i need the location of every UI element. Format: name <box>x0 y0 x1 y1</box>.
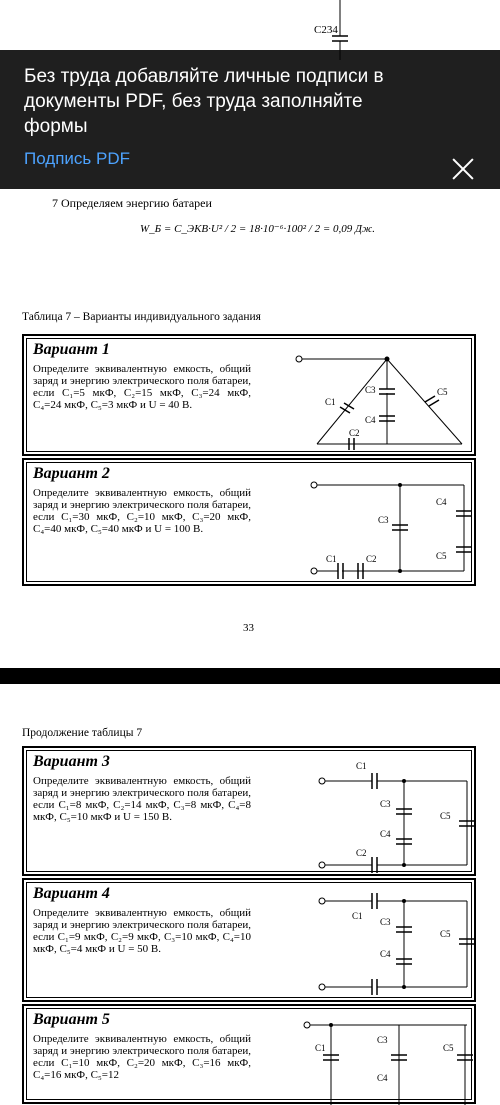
variant-2-label-2: C5 <box>436 551 447 561</box>
variant-5-label-3: C4 <box>377 1073 388 1083</box>
variant-1-box <box>22 334 476 456</box>
variant-2-label-1: C3 <box>378 515 389 525</box>
page-separator <box>0 668 500 684</box>
variant-4-inner <box>26 882 472 998</box>
variant-1-label-0: C1 <box>325 397 336 407</box>
variant-1-title: Вариант 1 <box>33 341 110 358</box>
close-icon[interactable] <box>448 154 478 184</box>
variant-4-circuit <box>312 889 477 1001</box>
variant-3-label-3: C4 <box>380 829 391 839</box>
variant-2-box <box>22 458 476 586</box>
variant-3-label-2: C5 <box>440 811 451 821</box>
variant-5-label-0: C1 <box>315 1043 326 1053</box>
variant-3-box <box>22 746 476 876</box>
variant-1-label-4: C2 <box>349 428 360 438</box>
variant-3-label-0: C1 <box>356 761 367 771</box>
variant-4-label-2: C5 <box>440 929 451 939</box>
document-page-34 <box>0 684 500 1083</box>
variant-1-inner <box>26 338 472 452</box>
variant-3-label-1: C3 <box>380 799 391 809</box>
variant-3-circuit <box>312 757 477 875</box>
variant-4-title: Вариант 4 <box>33 885 110 902</box>
table-caption: Таблица 7 – Варианты индивидуального задания <box>22 311 261 323</box>
variant-4-label-1: C3 <box>380 917 391 927</box>
variant-4-text: Определите эквивалентную емкость, общий заряд и энергию электрического поля батареи, если C₁=9 мкФ, C₂=9 мкФ, C₃=10 мкФ, C₄=10 мкФ, C₅=4 мкФ и U = 50 В. <box>33 907 251 955</box>
variant-3-text: Определите эквивалентную емкость, общий заряд и энергию электрического поля батареи, если C₁=8 мкФ, C₂=14 мкФ, C₃=8 мкФ, C₄=8 мкФ, C₅=10 мкФ и U = 150 В. <box>33 775 251 823</box>
page-number: 33 <box>243 622 254 634</box>
pdf-promo-banner <box>0 50 500 189</box>
variant-5-label-1: C3 <box>377 1035 388 1045</box>
variant-1-label-2: C5 <box>437 387 448 397</box>
variant-3-title: Вариант 3 <box>33 753 110 770</box>
variant-1-circuit <box>287 349 477 454</box>
variant-5-inner <box>26 1008 472 1100</box>
variant-5-text: Определите эквивалентную емкость, общий заряд и энергию электрического поля батареи, если C₁=10 мкФ, C₂=20 мкФ, C₃=16 мкФ, C₄=16 мкФ, C₅=12 <box>33 1033 251 1081</box>
variant-2-inner <box>26 462 472 582</box>
sign-pdf-link[interactable]: Подпись PDF <box>24 149 131 168</box>
variant-5-circuit <box>297 1015 477 1105</box>
variant-1-text: Определите эквивалентную емкость, общий заряд и энергию электрического поля батареи, если C₁=5 мкФ, C₂=15 мкФ, C₃=24 мкФ, C₄=24 мкФ, C₅=3 мкФ и U = 40 В. <box>33 363 251 411</box>
variant-4-box <box>22 878 476 1002</box>
variant-5-box <box>22 1004 476 1104</box>
step-title: 7 Определяем энергию батареи <box>52 196 212 210</box>
energy-formula: W_Б = C_ЭКВ·U² / 2 = 18·10⁻⁶·100² / 2 = 0,09 Дж. <box>140 223 375 235</box>
banner-message: Без труда добавляйте личные подписи в документы PDF, без труда заполняйте формы <box>24 66 384 137</box>
variant-1-label-1: C3 <box>365 385 376 395</box>
variant-5-title: Вариант 5 <box>33 1011 110 1028</box>
variant-3-label-4: C2 <box>356 848 367 858</box>
variant-1-label-3: C4 <box>365 415 376 425</box>
variant-5-label-2: C5 <box>443 1043 454 1053</box>
variant-4-label-3: C4 <box>380 949 391 959</box>
variant-3-inner <box>26 750 472 872</box>
variant-2-label-0: C4 <box>436 497 447 507</box>
variant-2-label-4: C2 <box>366 554 377 564</box>
continuation-caption: Продолжение таблицы 7 <box>22 727 143 739</box>
ghost-label-c234: C234 <box>314 24 338 36</box>
variant-2-circuit <box>302 471 477 583</box>
variant-2-title: Вариант 2 <box>33 465 110 482</box>
variant-2-label-3: C1 <box>326 554 337 564</box>
variant-4-label-0: C1 <box>352 911 363 921</box>
variant-2-text: Определите эквивалентную емкость, общий заряд и энергию электрического поля батареи, если C₁=30 мкФ, C₂=10 мкФ, C₃=20 мкФ, C₄=40 мкФ, C₅=40 мкФ и U = 100 В. <box>33 487 251 535</box>
